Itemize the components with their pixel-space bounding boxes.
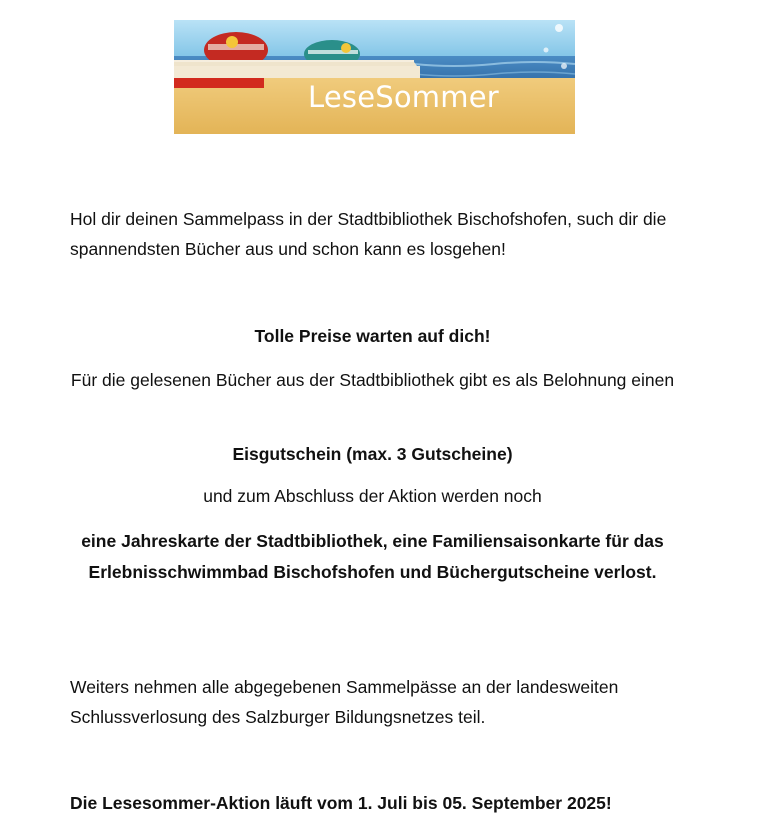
intro-text: Hol dir deinen Sammelpass in der Stadtbibliothek Bischofshofen, such dir die spannendsten Bücher aus und schon kann es losgehen!: [70, 209, 667, 259]
further-info-text: Weiters nehmen alle abgegebenen Sammelpässe an der landesweiten Schlussverlosung des Salzburger Bildungsnetzes teil.: [70, 677, 619, 727]
raffle-intro-text: und zum Abschluss der Aktion werden noch: [203, 486, 542, 506]
lesesommer-banner: [174, 20, 575, 134]
banner-illustration: [174, 20, 575, 134]
campaign-dates-text: Die Lesesommer-Aktion läuft vom 1. Juli bis 05. September 2025!: [70, 793, 612, 813]
ice-voucher-text: Eisgutschein (max. 3 Gutscheine): [232, 444, 513, 464]
raffle-prizes-text: eine Jahreskarte der Stadtbibliothek, eine Familiensaisonkarte für das Erlebnisschwimmbad Bischofshofen und Büchergutscheine verlost.: [81, 531, 664, 582]
prizes-heading: Tolle Preise warten auf dich!: [254, 326, 491, 346]
banner-title: LeseSommer: [308, 80, 499, 114]
prizes-text: Für die gelesenen Bücher aus der Stadtbibliothek gibt es als Belohnung einen: [70, 370, 675, 390]
